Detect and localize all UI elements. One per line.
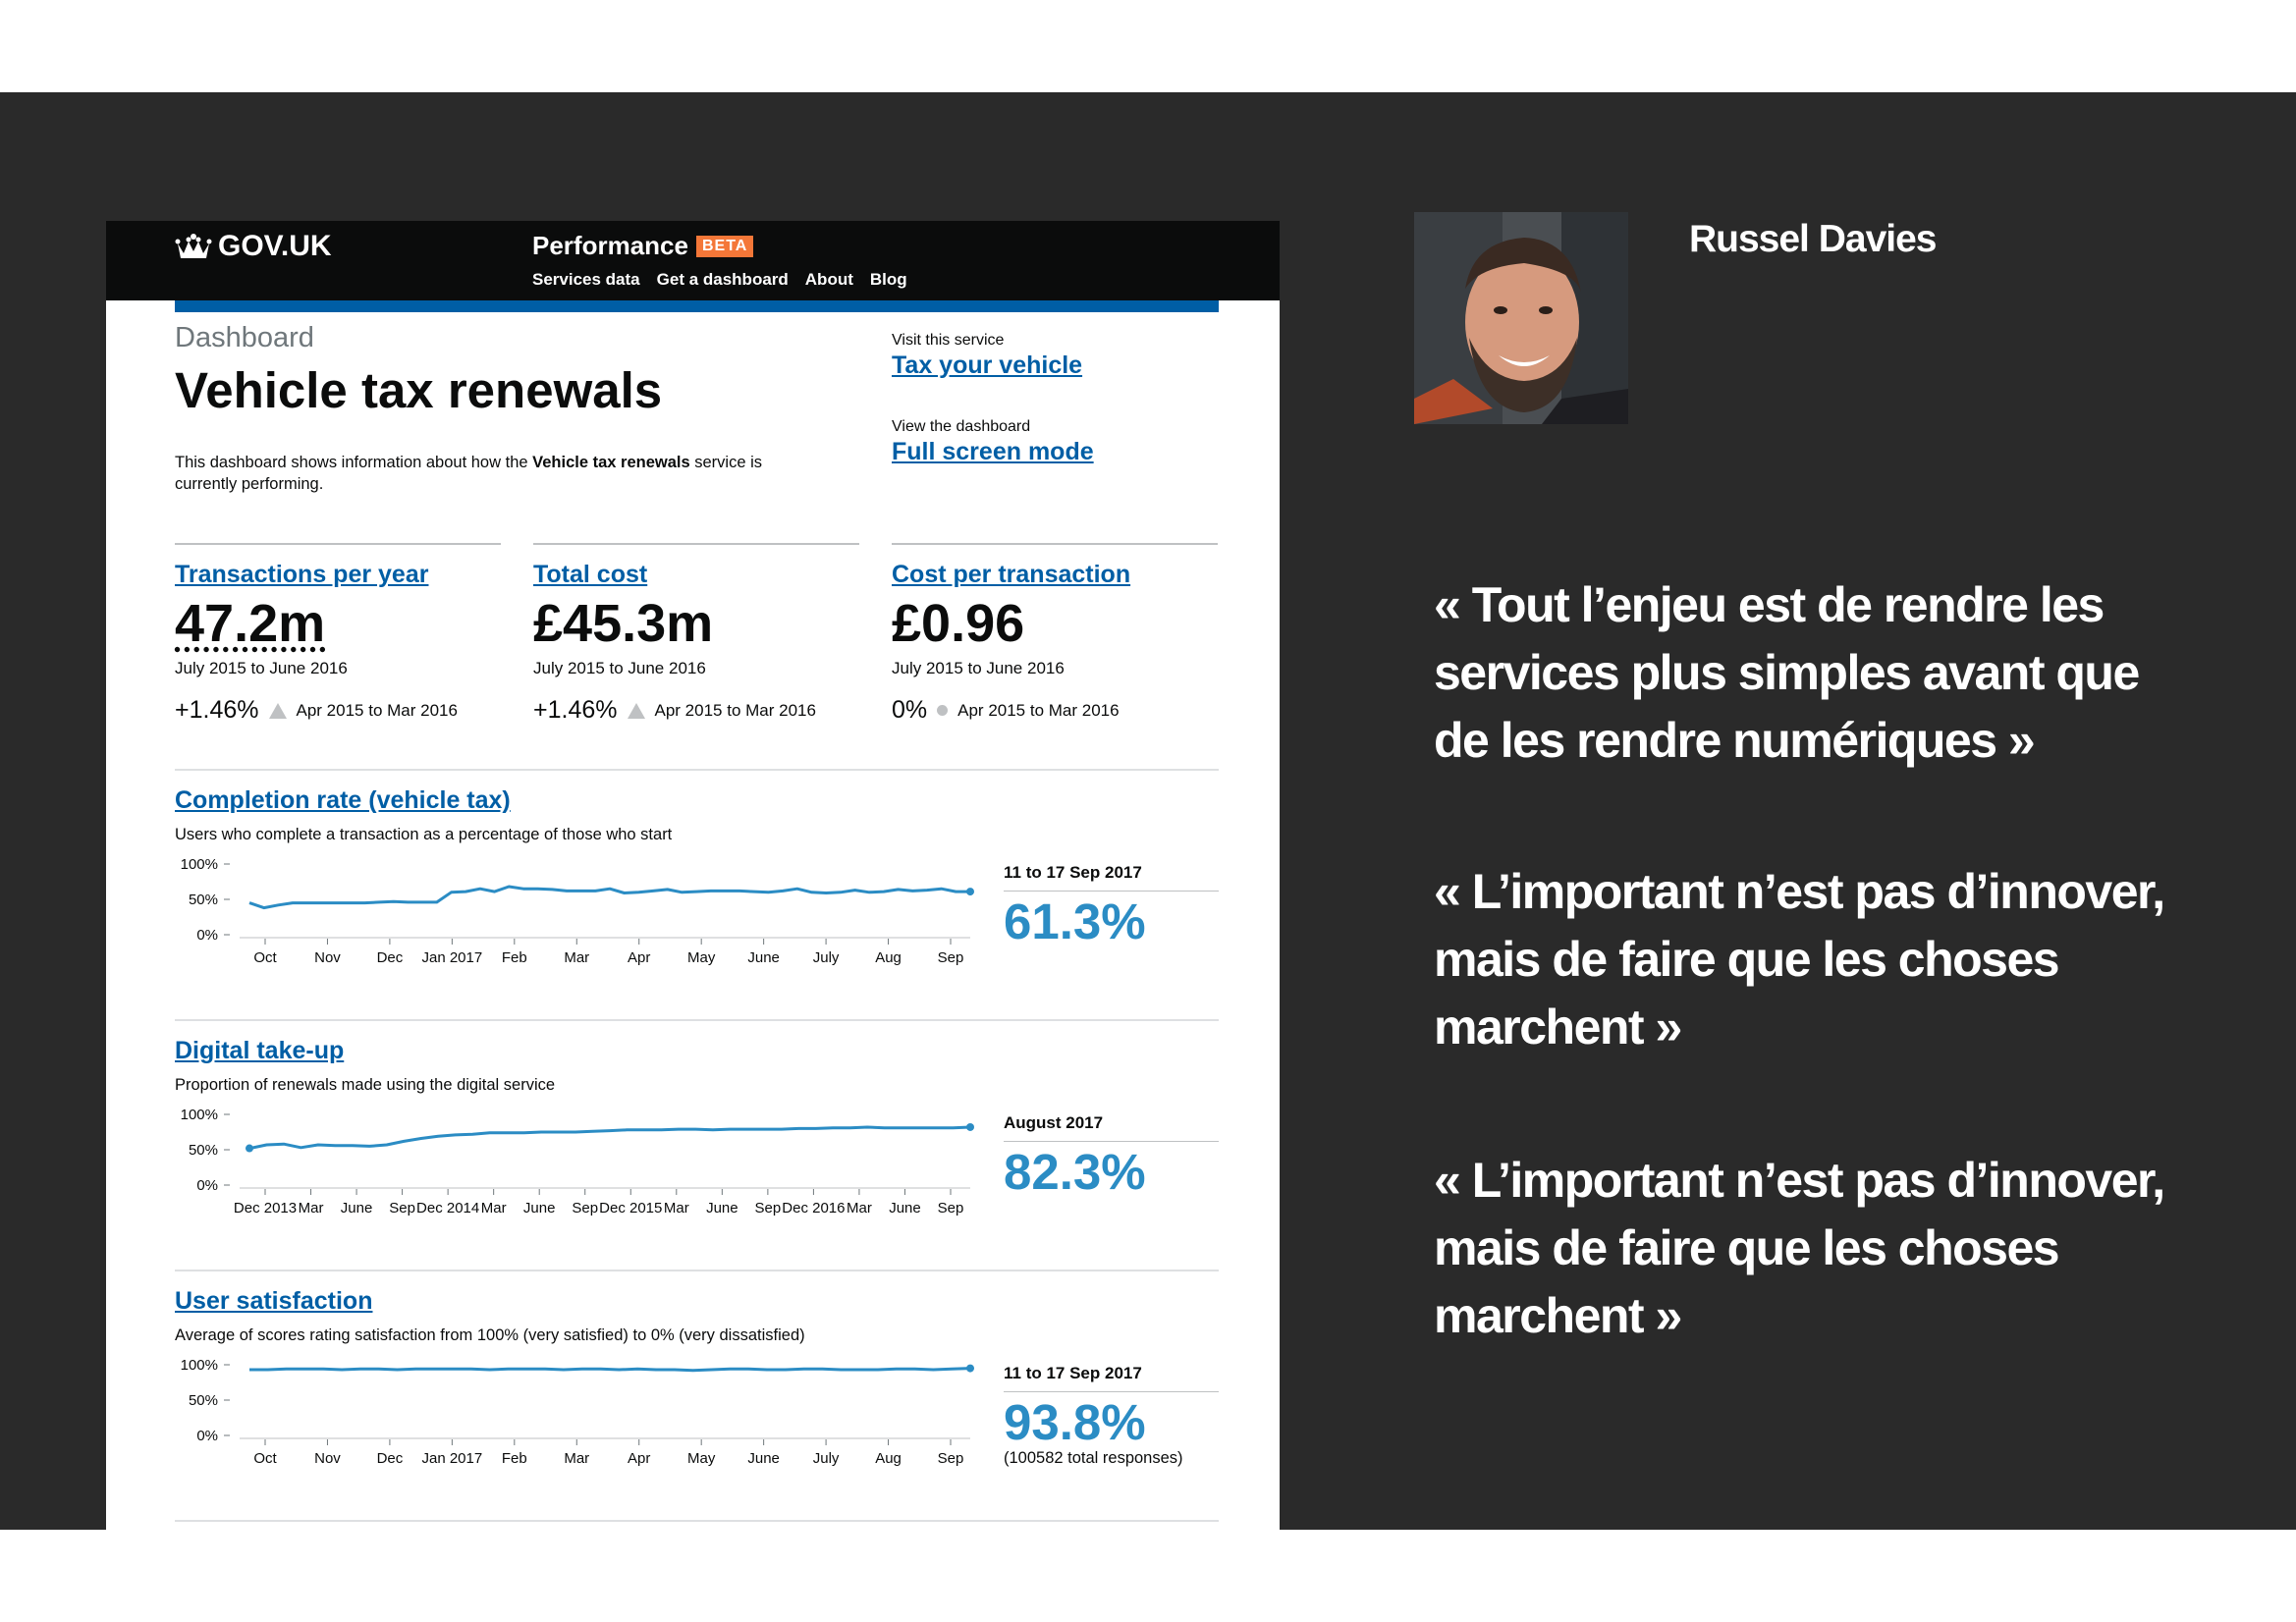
x-tick-label: June (522, 1200, 556, 1216)
quote-1: « Tout l’enjeu est de rendre les services plus simples avant que de les rendre numériques » (1434, 577, 2139, 768)
x-tick-label: Jan 2017 (421, 949, 483, 966)
x-tick-label: July (812, 1450, 840, 1467)
visit-service-block (892, 332, 1082, 380)
section-title[interactable]: Digital take-up (175, 1037, 345, 1064)
section-title[interactable]: User satisfaction (175, 1287, 373, 1315)
x-tick-label: Mar (564, 1450, 590, 1467)
intro-before: This dashboard shows information about how the (175, 454, 533, 471)
series-line (249, 1127, 970, 1149)
x-tick-label: Dec 2014 (416, 1200, 480, 1216)
kpi-value: £45.3m (533, 594, 714, 653)
section-summary (1004, 863, 1219, 952)
logo-text: GOV.UK (218, 230, 332, 262)
kpi-change (175, 696, 501, 725)
x-tick-label: Oct (253, 949, 277, 966)
kpi-period: July 2015 to June 2016 (175, 659, 348, 677)
full-screen-link[interactable]: Full screen mode (892, 438, 1094, 465)
x-tick-label: Jan 2017 (421, 1450, 483, 1467)
kpi-period: July 2015 to June 2016 (533, 659, 706, 677)
kpi-value: £0.96 (892, 594, 1025, 653)
section-completion-rate (175, 769, 1219, 1021)
quote-3: « L’important n’est pas d’innover, mais de faire que les choses marchent » (1434, 1153, 2164, 1343)
portrait-photo (1414, 212, 1628, 424)
kpi-total-cost (533, 543, 859, 725)
kpi-cost-per-transaction (892, 543, 1218, 725)
kpi-title[interactable]: Cost per transaction (892, 561, 1131, 588)
section-digital-take-up (175, 1019, 1219, 1271)
y-tick-label: 50% (188, 892, 218, 908)
x-tick-label: July (812, 949, 840, 966)
summary-value: 82.3% (1004, 1144, 1146, 1200)
nav-about[interactable]: About (804, 270, 853, 289)
kpi-title[interactable]: Transactions per year (175, 561, 429, 588)
summary-note: (100582 total responses) (1004, 1449, 1183, 1467)
x-tick-label: Feb (501, 949, 527, 966)
x-tick-label: Mar (847, 1200, 872, 1216)
beta-badge: BETA (696, 236, 753, 257)
x-tick-label: May (687, 1450, 716, 1467)
kpi-change-percent: +1.46% (533, 696, 618, 724)
view-label: View the dashboard (892, 418, 1031, 435)
latest-point (966, 1123, 974, 1131)
nav-blog[interactable]: Blog (869, 270, 907, 289)
y-tick-label: 100% (180, 1107, 218, 1123)
kpi-change (533, 696, 859, 725)
x-tick-label: Sep (572, 1200, 599, 1216)
nav-services-data[interactable]: Services data (532, 270, 640, 289)
y-tick-label: 50% (188, 1142, 218, 1159)
x-tick-label: Aug (875, 1450, 902, 1467)
x-tick-label: June (340, 1200, 373, 1216)
x-tick-label: Dec 2013 (233, 1200, 298, 1216)
summary-period: August 2017 (1004, 1113, 1219, 1142)
speaker-name: Russel Davies (1689, 218, 1937, 260)
x-tick-label: Nov (314, 1450, 341, 1467)
intro-service-name: Vehicle tax renewals (532, 454, 690, 471)
summary-period: 11 to 17 Sep 2017 (1004, 863, 1219, 892)
section-description: Proportion of renewals made using the digital service (175, 1076, 556, 1094)
series-line (249, 1369, 970, 1371)
crown-icon (175, 232, 212, 261)
series-line (249, 887, 970, 908)
kpi-previous-period: Apr 2015 to Mar 2016 (957, 700, 1120, 720)
section-summary (1004, 1364, 1219, 1468)
kpi-change-percent: +1.46% (175, 696, 259, 724)
kpi-period: July 2015 to June 2016 (892, 659, 1065, 677)
x-tick-label: Aug (875, 949, 902, 966)
trend-flat-icon (937, 705, 948, 716)
kpi-change-percent: 0% (892, 696, 928, 724)
section-user-satisfaction (175, 1270, 1219, 1522)
view-dashboard-block (892, 418, 1094, 466)
trend-up-icon (269, 703, 287, 719)
nav-get-a-dashboard[interactable]: Get a dashboard (656, 270, 789, 289)
latest-point (966, 888, 974, 895)
digital-take-up-chart (175, 1100, 980, 1227)
main-nav (532, 270, 907, 290)
x-tick-label: Feb (501, 1450, 527, 1467)
page-caption: Dashboard (175, 322, 314, 353)
y-tick-label: 0% (196, 927, 218, 944)
x-tick-label: June (747, 1450, 780, 1467)
latest-point (966, 1365, 974, 1373)
x-tick-label: Nov (314, 949, 341, 966)
y-tick-label: 0% (196, 1428, 218, 1444)
govuk-header (106, 221, 1280, 300)
x-tick-label: Mar (663, 1200, 689, 1216)
x-tick-label: Sep (754, 1200, 782, 1216)
x-tick-label: Apr (628, 1450, 651, 1467)
x-tick-label: Dec 2016 (782, 1200, 846, 1216)
dashboard-screenshot (106, 221, 1280, 1530)
visit-service-link[interactable]: Tax your vehicle (892, 351, 1083, 379)
section-description: Users who complete a transaction as a percentage of those who start (175, 826, 673, 843)
kpi-title[interactable]: Total cost (533, 561, 648, 588)
product-name: Performance (532, 231, 688, 260)
x-tick-label: Apr (628, 949, 651, 966)
performance-title[interactable] (532, 231, 753, 261)
x-tick-label: Sep (937, 1450, 964, 1467)
section-title[interactable]: Completion rate (vehicle tax) (175, 786, 511, 814)
y-tick-label: 100% (180, 1357, 218, 1374)
kpi-previous-period: Apr 2015 to Mar 2016 (296, 700, 458, 720)
x-tick-label: Mar (564, 949, 590, 966)
summary-value: 61.3% (1004, 893, 1146, 949)
x-tick-label: Oct (253, 1450, 277, 1467)
x-tick-label: June (889, 1200, 921, 1216)
x-tick-label: Sep (937, 1200, 964, 1216)
x-tick-label: Sep (389, 1200, 415, 1216)
intro-after: service is currently performing. (175, 454, 763, 493)
page-title: Vehicle tax renewals (175, 362, 663, 418)
y-tick-label: 0% (196, 1177, 218, 1194)
x-tick-label: Mar (480, 1200, 507, 1216)
kpi-change (892, 696, 1218, 725)
first-point (246, 1145, 253, 1153)
x-tick-label: Dec 2015 (599, 1200, 663, 1216)
y-tick-label: 100% (180, 856, 218, 873)
kpi-value: 47.2m (175, 594, 326, 653)
summary-period: 11 to 17 Sep 2017 (1004, 1364, 1219, 1392)
x-tick-label: Mar (298, 1200, 324, 1216)
quote-2: « L’important n’est pas d’innover, mais de faire que les choses marchent » (1434, 864, 2164, 1054)
x-tick-label: June (706, 1200, 738, 1216)
summary-value: 93.8% (1004, 1394, 1146, 1450)
kpi-transactions (175, 543, 501, 725)
x-tick-label: Dec (376, 949, 404, 966)
x-tick-label: Sep (937, 949, 964, 966)
page-intro (175, 452, 803, 495)
x-tick-label: June (747, 949, 780, 966)
header-blue-rule (175, 300, 1219, 312)
section-description: Average of scores rating satisfaction from 100% (very satisfied) to 0% (very dissatisfied) (175, 1326, 805, 1344)
x-tick-label: Dec (376, 1450, 404, 1467)
section-summary (1004, 1113, 1219, 1203)
speaker-photo (1414, 212, 1628, 424)
x-tick-label: May (687, 949, 716, 966)
y-tick-label: 50% (188, 1392, 218, 1409)
completion-rate-chart (175, 849, 980, 977)
kpi-previous-period: Apr 2015 to Mar 2016 (654, 700, 816, 720)
visit-label: Visit this service (892, 332, 1005, 349)
trend-up-icon (628, 703, 645, 719)
bottom-divider (175, 1520, 1219, 1522)
user-satisfaction-chart (175, 1350, 980, 1478)
govuk-logo[interactable] (175, 229, 332, 264)
